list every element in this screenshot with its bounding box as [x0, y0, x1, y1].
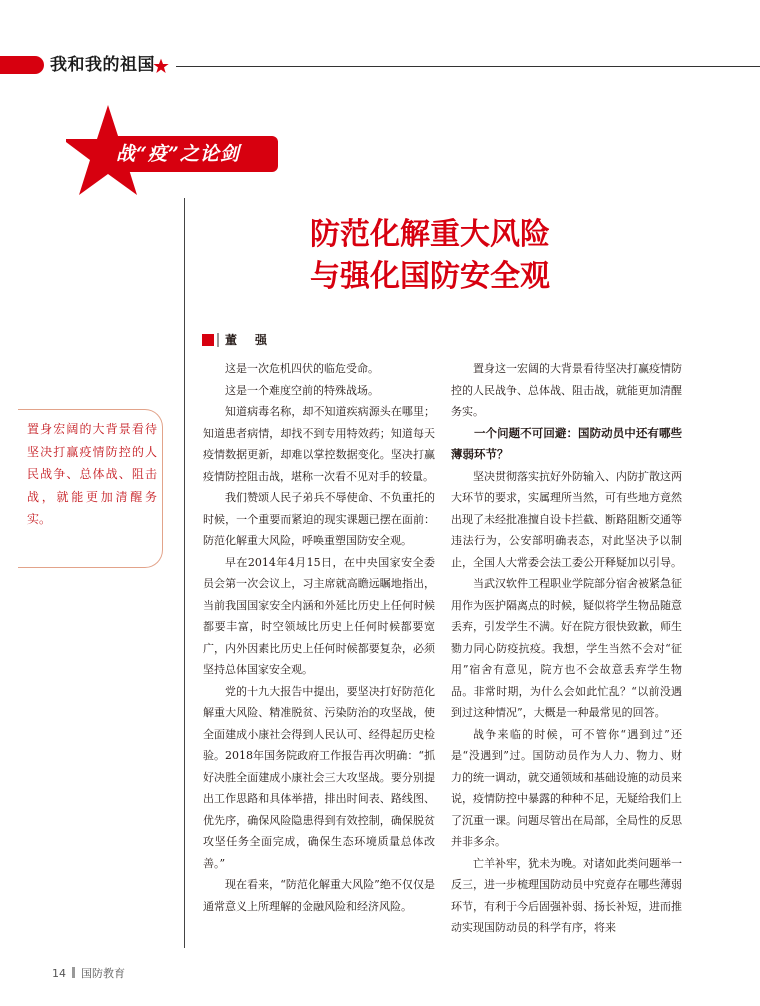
article-title-line1: 防范化解重大风险	[310, 217, 550, 252]
paragraph: 置身这一宏阔的大背景看待坚决打赢疫情防控的人民战争、总体战、阻击战，就能更加清醒务实。	[451, 362, 682, 418]
magazine-name: 国防教育	[81, 967, 125, 980]
article-title-line2: 与强化国防安全观	[310, 259, 550, 294]
paragraph: 知道病毒名称，却不知道疾病源头在哪里；知道患者病情，却找不到专用特效药；知道每天疫情数据更新，却难以掌控数据变化。坚决打赢疫情防控阻击战，堪称一次看不见对手的较量。	[203, 405, 435, 483]
author-name: 董 强	[225, 333, 271, 347]
header-red-tab	[0, 56, 44, 74]
paragraph: 战争来临的时候，可不管你“遇到过”还是“没遇到”过。国防动员作为人力、物力、财力的统一调动，就交通领域和基础设施的动员来说，疫情防控中暴露的种种不足，无疑给我们上了沉重一课。问题尽管出在局部，全局性的反思并非多余。	[451, 727, 682, 848]
paragraph: 亡羊补牢，犹未为晚。对诸如此类问题举一反三，进一步梳理国防动员中究竟存在哪些薄弱环节，有利于今后固强补弱、扬长补短，进而推动实现国防动员的科学有序，将来	[451, 856, 682, 934]
column-title: 我和我的祖国	[50, 55, 155, 75]
paragraph: 坚决贯彻落实抗好外防输入、内防扩散这两大环节的要求，实属理所当然，可有些地方竟然出现了未经批准擅自设卡拦截、断路阻断交通等违法行为，公安部明确表态，对此坚决予以制止，全国人大常委会法工委公开释疑加以引导。	[451, 469, 682, 569]
paragraph: 这是一个难度空前的特殊战场。	[225, 383, 379, 397]
page-number: 14	[52, 967, 66, 980]
paragraph: 当武汉软件工程职业学院部分宿舍被紧急征用作为医护隔离点的时候，疑似将学生物品随意丢弃，引发学生不满。好在院方很快致歉，师生勠力同心防疫抗疫。我想，学生当然不会对“征用”宿舍有意见，院方也不会故意丢弃学生物品。非常时期，为什么会如此忙乱？“以前没遇到过这种情况”，大概是一种最常见的回答。	[451, 577, 682, 719]
paragraph: 这是一次危机四伏的临危受命。	[225, 362, 379, 375]
author-mark	[202, 334, 214, 346]
paragraph: 现在看来，“防范化解重大风险”绝不仅仅是通常意义上所理解的金融风险和经济风险。	[203, 878, 435, 913]
paragraph: 早在2014年4月15日，在中央国家安全委员会第一次会议上，习主席就高瞻远瞩地指出，当前我国国家安全内涵和外延比历史上任何时候都要丰富，时空领域比历史上任何时候都要宽广，内外因素比历史上任何时候都要复杂，必须坚持总体国家安全观。	[203, 555, 435, 676]
author-separator	[217, 333, 219, 347]
body-column-1	[203, 358, 435, 917]
section-heading: 一个问题不可回避：国防动员中还有哪些薄弱环节？	[451, 425, 682, 461]
footer-separator	[72, 967, 75, 978]
vertical-rule	[184, 198, 185, 948]
paragraph: 党的十九大报告中提出，要坚决打好防范化解重大风险、精准脱贫、污染防治的攻坚战，使全面建成小康社会得到人民认可、经得起历史检验。2018年国务院政府工作报告再次明确：“抓好决胜全面建成小康社会三大攻坚战。要分别提出工作思路和具体举措，排出时间表、路线图、优先序，确保风险隐患得到有效控制，确保脱贫攻坚任务全面完成，确保生态环境质量总体改善。”	[203, 684, 435, 870]
header-rule	[176, 66, 760, 67]
pull-quote: 置身宏阔的大背景看待坚决打赢疫情防控的人民战争、总体战、阻击战，就能更加清醒务实。	[27, 422, 157, 526]
star-icon	[153, 58, 169, 74]
paragraph: 我们赞颂人民子弟兵不辱使命、不负重托的时候，一个重要而紧迫的现实课题已摆在面前：防范化解重大风险，呼唤重塑国防安全观。	[203, 491, 435, 547]
body-column-2	[451, 358, 682, 939]
section-badge-text: 战“疫”之论剑	[116, 143, 240, 165]
page-footer	[52, 966, 125, 982]
